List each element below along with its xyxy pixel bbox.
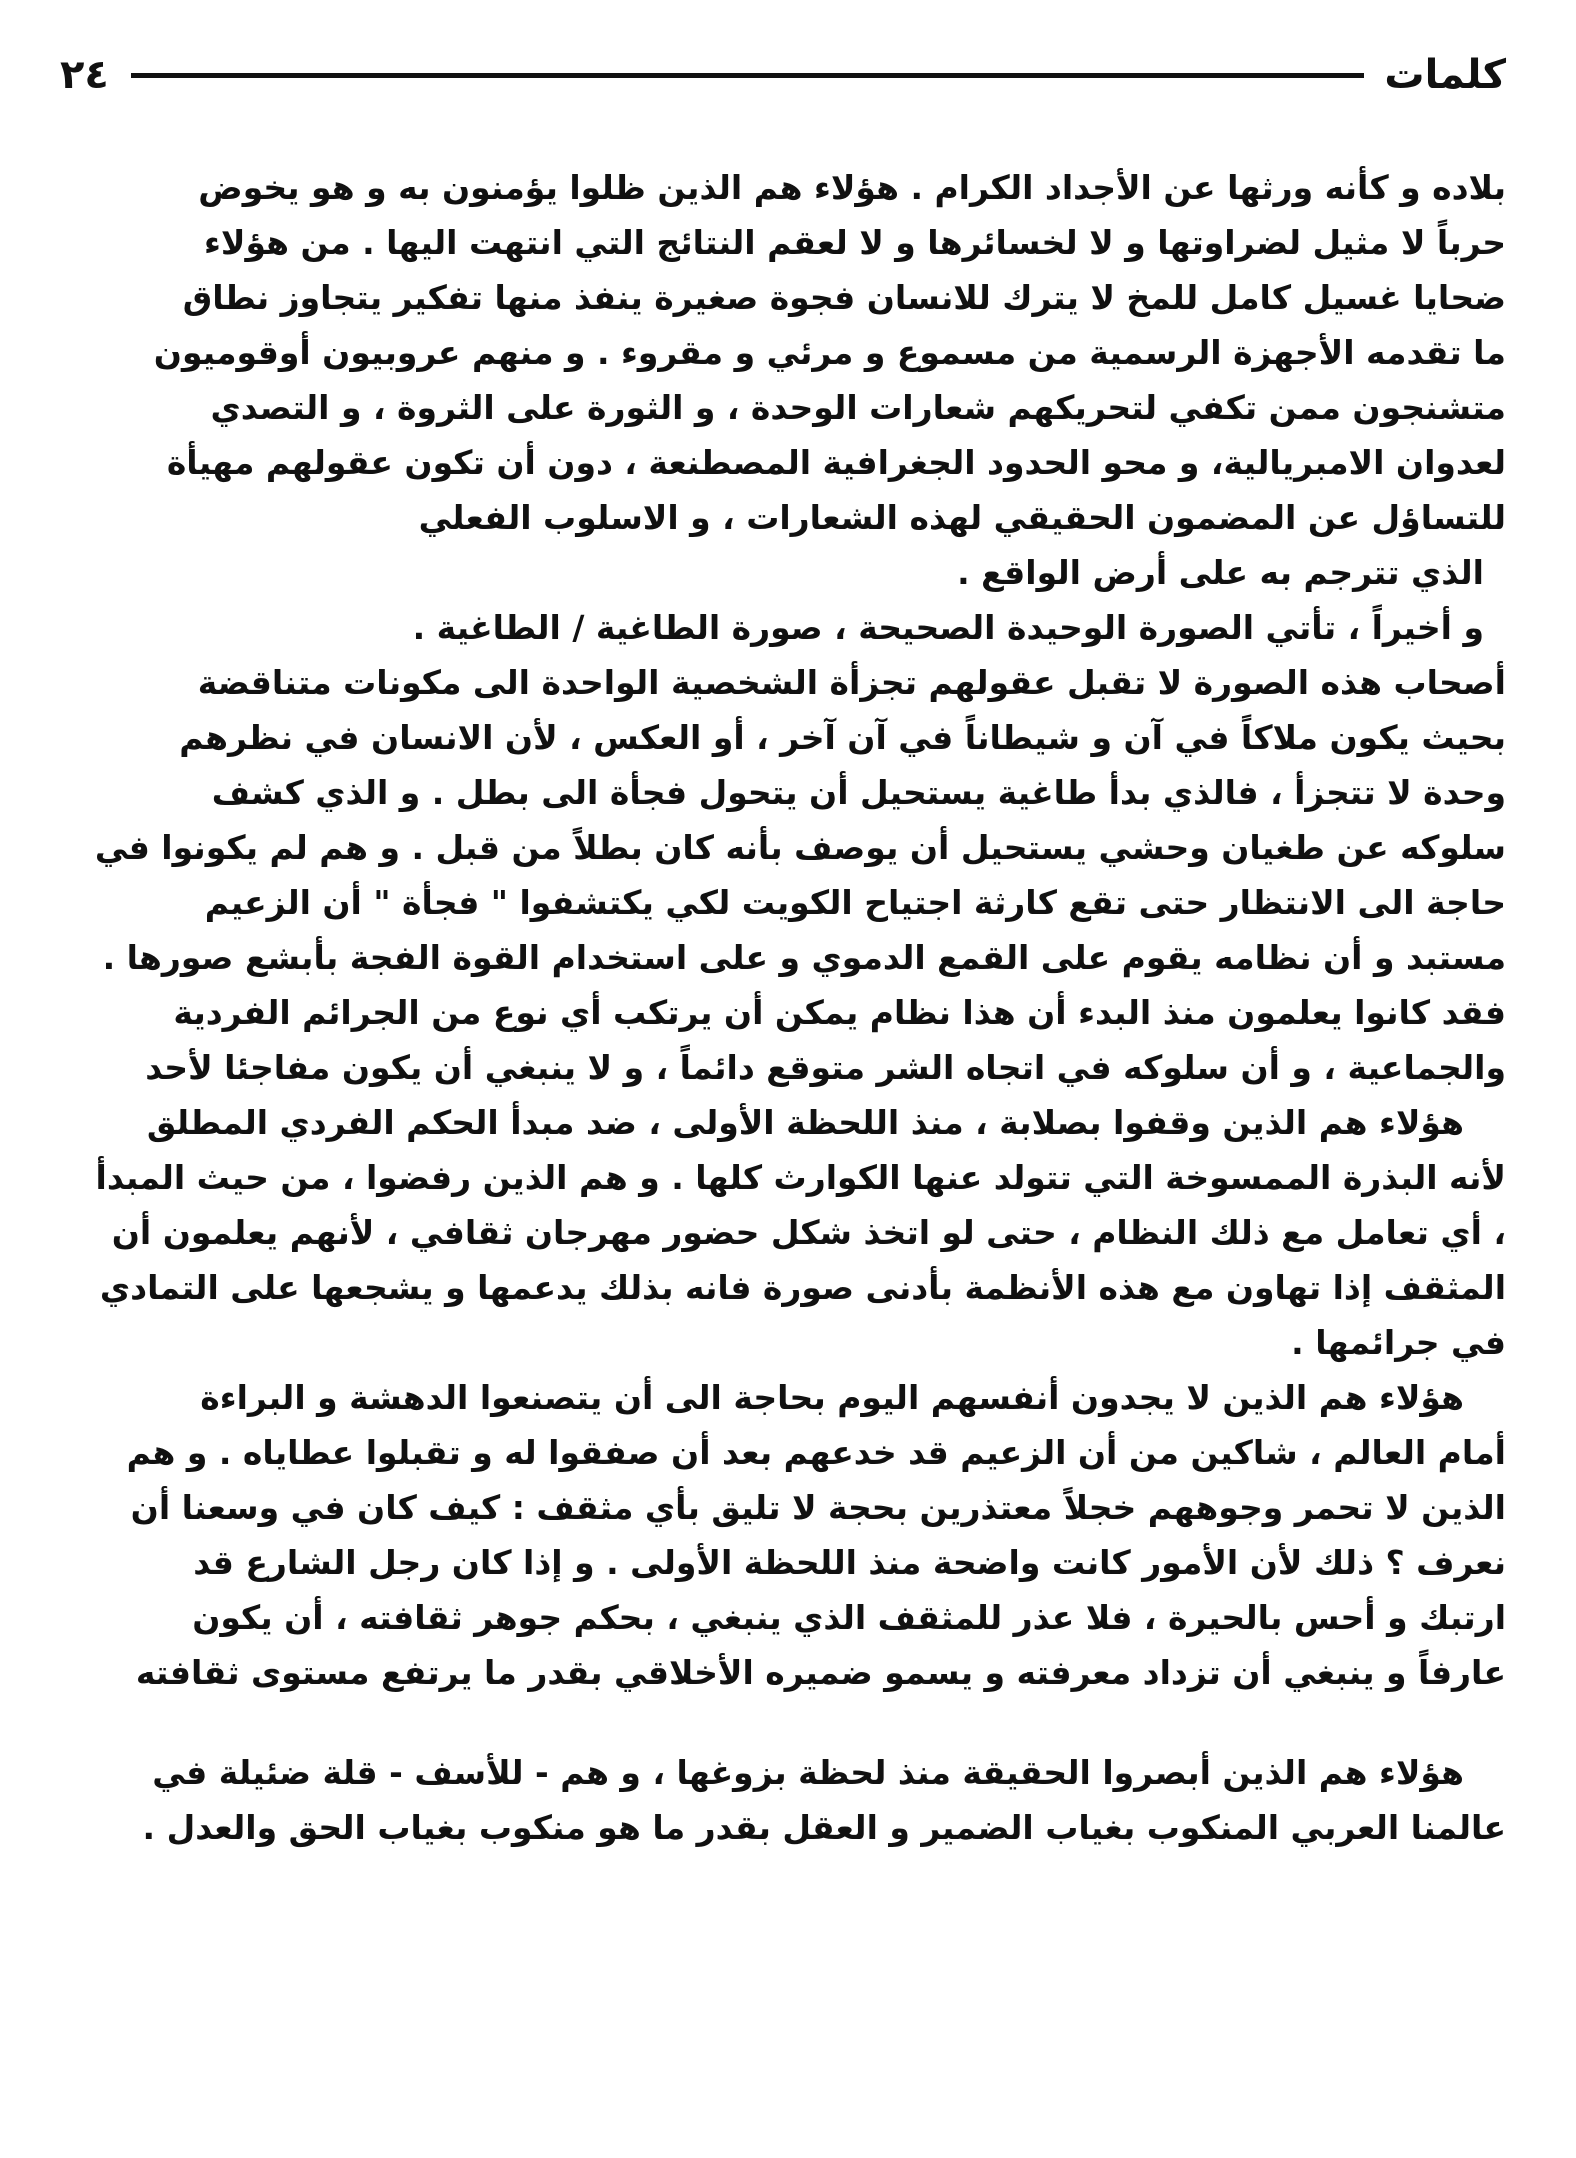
text-line: بحيث يكون ملاكاً في آن و شيطاناً في آن آخر ، أو العكس ، لأن الانسان في نظرهم xyxy=(179,718,1506,757)
text-line: هؤلاء هم الذين وقفوا بصلابة ، منذ اللحظة الأولى ، ضد مبدأ الحكم الفردي المطلق xyxy=(146,1103,1464,1142)
text-line: لأنه البذرة الممسوخة التي تتولد عنها الكوارث كلها . و هم الذين رفضوا ، من حيث المبدأ xyxy=(95,1158,1506,1197)
text-line: حرباً لا مثيل لضراوتها و لا لخسائرها و لا لعقم النتائج التي انتهت اليها . من هؤلاء xyxy=(204,223,1506,262)
text-line: للتساؤل عن المضمون الحقيقي لهذه الشعارات ، و الاسلوب الفعلي xyxy=(418,498,1506,537)
text-line: ارتبك و أحس بالحيرة ، فلا عذر للمثقف الذي ينبغي ، بحكم جوهر ثقافته ، أن يكون xyxy=(192,1598,1506,1637)
text-line: الذين لا تحمر وجوههم خجلاً معتذرين بحجة لا تليق بأي مثقف : كيف كان في وسعنا أن xyxy=(130,1488,1506,1527)
text-line: المثقف إذا تهاون مع هذه الأنظمة بأدنى صورة فانه بذلك يدعمها و يشجعها على التمادي xyxy=(99,1268,1506,1307)
body-text xyxy=(62,160,1506,2120)
text-line: أصحاب هذه الصورة لا تقبل عقولهم تجزأة الشخصية الواحدة الى مكونات متناقضة xyxy=(197,663,1506,702)
text-line: و أخيراً ، تأتي الصورة الوحيدة الصحيحة ، صورة الطاغية / الطاغية . xyxy=(412,608,1484,647)
text-line: نعرف ؟ ذلك لأن الأمور كانت واضحة منذ اللحظة الأولى . و إذا كان رجل الشارع قد xyxy=(193,1543,1506,1582)
text-line: حاجة الى الانتظار حتى تقع كارثة اجتياح الكويت لكي يكتشفوا " فجأة " أن الزعيم xyxy=(204,883,1506,922)
text-line: هؤلاء هم الذين لا يجدون أنفسهم اليوم بحاجة الى أن يتصنعوا الدهشة و البراءة xyxy=(200,1378,1464,1417)
text-line: أمام العالم ، شاكين من أن الزعيم قد خدعهم بعد أن صفقوا له و تقبلوا عطاياه . و هم xyxy=(126,1433,1506,1472)
text-line: بلاده و كأنه ورثها عن الأجداد الكرام . هؤلاء هم الذين ظلوا يؤمنون به و هو يخوض xyxy=(198,168,1506,207)
text-line: هؤلاء هم الذين أبصروا الحقيقة منذ لحظة بزوغها ، و هم - للأسف - قلة ضئيلة في xyxy=(152,1753,1464,1792)
page-header xyxy=(60,40,1506,110)
header-rule xyxy=(131,73,1365,78)
text-line: سلوكه عن طغيان وحشي يستحيل أن يوصف بأنه كان بطلاً من قبل . و هم لم يكونوا في xyxy=(94,828,1506,867)
text-line: عالمنا العربي المنكوب بغياب الضمير و العقل بقدر ما هو منكوب بغياب الحق والعدل . xyxy=(142,1808,1506,1847)
text-line: ما تقدمه الأجهزة الرسمية من مسموع و مرئي و مقروء . و منهم عروبيون أوقوميون xyxy=(153,333,1506,372)
text-line: ضحايا غسيل كامل للمخ لا يترك للانسان فجوة صغيرة ينفذ منها تفكير يتجاوز نطاق xyxy=(182,278,1506,317)
text-line: الذي تترجم به على أرض الواقع . xyxy=(957,553,1484,592)
paragraph-gap xyxy=(62,1700,1506,1745)
text-line: لعدوان الامبريالية، و محو الحدود الجغرافية المصطنعة ، دون أن تكون عقولهم مهيأة xyxy=(166,443,1506,482)
page-number: ٢٤ xyxy=(60,52,109,98)
text-line: مستبد و أن نظامه يقوم على القمع الدموي و على استخدام القوة الفجة بأبشع صورها . xyxy=(102,938,1506,977)
text-line: متشنجون ممن تكفي لتحريكهم شعارات الوحدة ، و الثورة على الثروة ، و التصدي xyxy=(210,388,1506,427)
running-title: كلمات xyxy=(1384,52,1506,98)
text-line: عارفاً و ينبغي أن تزداد معرفته و يسمو ضميره الأخلاقي بقدر ما يرتفع مستوى ثقافته xyxy=(135,1653,1506,1692)
text-line: وحدة لا تتجزأ ، فالذي بدأ طاغية يستحيل أن يتحول فجأة الى بطل . و الذي كشف xyxy=(211,773,1506,812)
text-line: في جرائمها . xyxy=(1291,1323,1506,1362)
text-line: والجماعية ، و أن سلوكه في اتجاه الشر متوقع دائماً ، و لا ينبغي أن يكون مفاجئا لأحد xyxy=(145,1048,1506,1087)
text-line: ، أي تعامل مع ذلك النظام ، حتى لو اتخذ شكل حضور مهرجان ثقافي ، لأنهم يعلمون أن xyxy=(111,1213,1506,1252)
text-line: فقد كانوا يعلمون منذ البدء أن هذا نظام يمكن أن يرتكب أي نوع من الجرائم الفردية xyxy=(173,993,1506,1032)
